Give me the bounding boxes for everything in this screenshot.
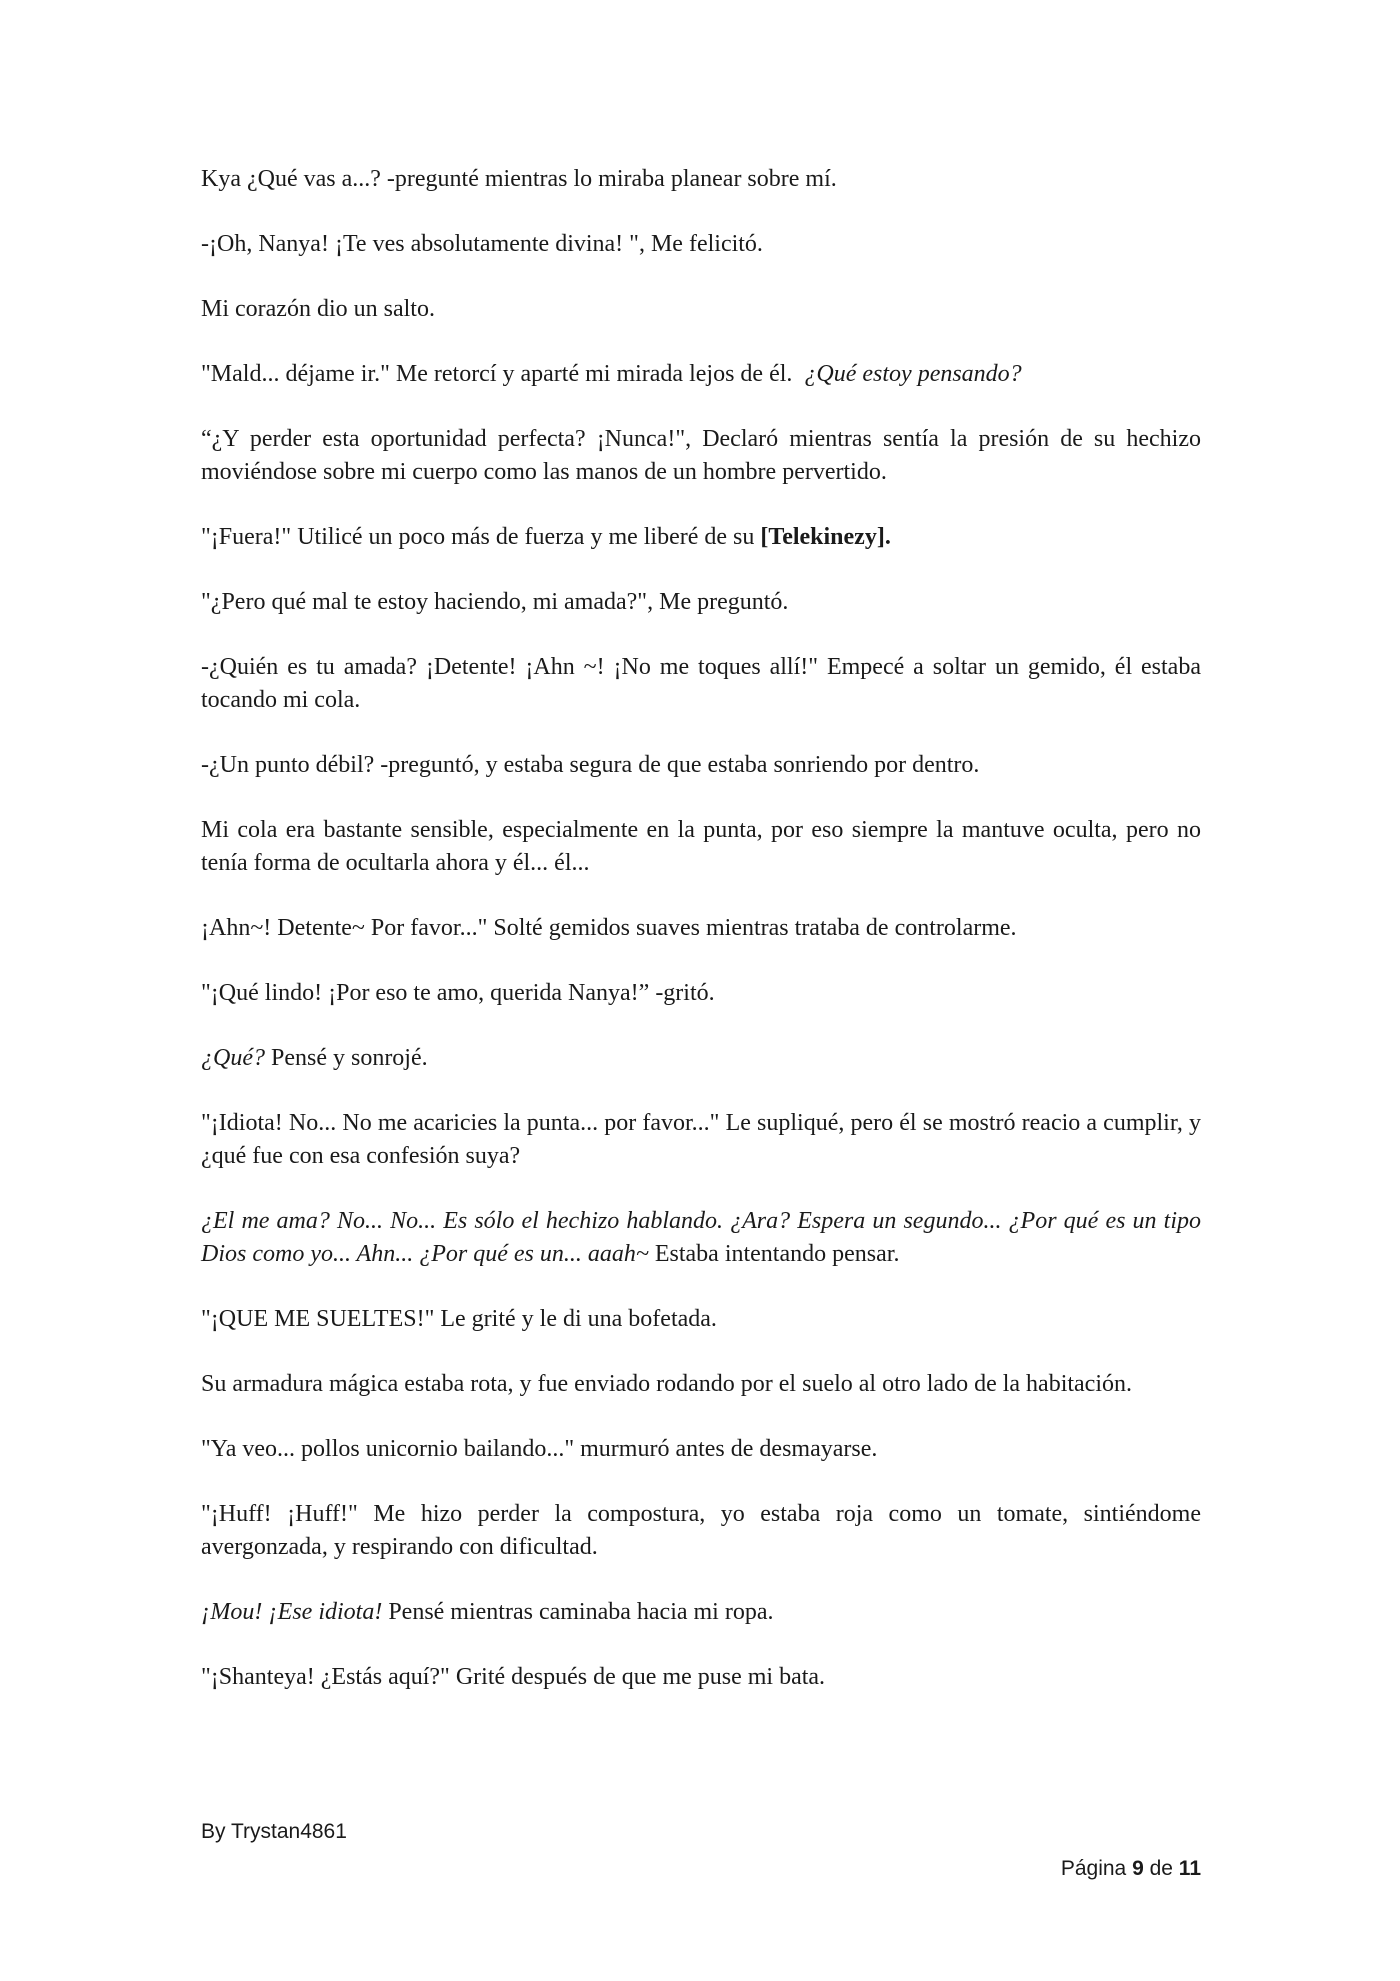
paragraph-text: Kya ¿Qué vas a...? -pregunté mientras lo miraba planear sobre mí.: [201, 166, 837, 192]
paragraph-text: "¡QUE ME SUELTES!" Le grité y le di una bofetada.: [201, 1306, 717, 1332]
paragraph-text: "¡Huff! ¡Huff!" Me hizo perder la compostura, yo estaba roja como un tomate, sintiéndome avergonzada, y respirando con dificultad.: [201, 1501, 1201, 1560]
paragraph-text: “¿Y perder esta oportunidad perfecta? ¡Nunca!", Declaró mientras sentía la presión de su hechizo moviéndose sobre mi cuerpo como las manos de un hombre pervertido.: [201, 426, 1201, 485]
page-body: [201, 163, 1201, 1726]
paragraph: [201, 228, 1201, 261]
paragraph: [201, 1303, 1201, 1336]
paragraph-text: Pensé mientras caminaba hacia mi ropa.: [382, 1599, 774, 1625]
footer-author: By Trystan4861: [201, 1820, 347, 1843]
paragraph: [201, 423, 1201, 489]
paragraph: [201, 1368, 1201, 1401]
page-of-label: de: [1149, 1857, 1173, 1880]
paragraph-italic-thought: ¿Qué estoy pensando?: [804, 361, 1022, 387]
page-label: Página: [1060, 1857, 1127, 1880]
paragraph: [201, 1205, 1201, 1271]
page-total: 11: [1178, 1857, 1201, 1880]
paragraph-text: "Mald... déjame ir." Me retorcí y aparté mi mirada lejos de él.: [201, 361, 805, 387]
page-current: 9: [1132, 1857, 1144, 1880]
paragraph-text: -¡Oh, Nanya! ¡Te ves absolutamente divina! ", Me felicitó.: [201, 231, 763, 257]
paragraph: [201, 586, 1201, 619]
paragraph-italic-thought: ¿El me ama? No... No... Es sólo el hechizo hablando. ¿Ara? Espera un segundo... ¿Por qué es un tipo Dios como yo... Ahn... ¿Por qué es un... aaah~: [201, 1208, 1201, 1267]
paragraph: [201, 1433, 1201, 1466]
paragraph-italic-thought: ¿Qué?: [201, 1045, 265, 1071]
paragraph: [201, 814, 1201, 880]
paragraph: [201, 293, 1201, 326]
paragraph: [201, 749, 1201, 782]
paragraph: [201, 1661, 1201, 1694]
paragraph-text: Pensé y sonrojé.: [264, 1045, 428, 1071]
paragraph-text: "¡Qué lindo! ¡Por eso te amo, querida Nanya!” -gritó.: [201, 980, 715, 1006]
paragraph-text: -¿Un punto débil? -preguntó, y estaba segura de que estaba sonriendo por dentro.: [201, 752, 980, 778]
paragraph: [201, 1042, 1201, 1075]
paragraph-text: "¡Fuera!" Utilicé un poco más de fuerza y me liberé de su: [201, 524, 761, 550]
paragraph: [201, 358, 1201, 391]
paragraph: [201, 1107, 1201, 1173]
paragraph-text: "¿Pero qué mal te estoy haciendo, mi amada?", Me preguntó.: [201, 589, 789, 615]
paragraph-text: Su armadura mágica estaba rota, y fue enviado rodando por el suelo al otro lado de la habitación.: [201, 1371, 1132, 1397]
paragraph: [201, 163, 1201, 196]
paragraph-text: "¡Shanteya! ¿Estás aquí?" Grité después de que me puse mi bata.: [201, 1664, 826, 1690]
paragraph-text: -¿Quién es tu amada? ¡Detente! ¡Ahn ~! ¡No me toques allí!" Empecé a soltar un gemido, él estaba tocando mi cola.: [201, 654, 1201, 713]
paragraph-italic-thought: ¡Mou! ¡Ese idiota!: [201, 1599, 383, 1625]
paragraph: [201, 1596, 1201, 1629]
paragraph: [201, 977, 1201, 1010]
paragraph: [201, 1498, 1201, 1564]
page-number: [1061, 1857, 1201, 1881]
paragraph: [201, 912, 1201, 945]
paragraph-text: ¡Ahn~! Detente~ Por favor..." Solté gemidos suaves mientras trataba de controlarme.: [201, 915, 1017, 941]
paragraph-bold-term: [Telekinezy].: [760, 524, 891, 550]
paragraph-text: Mi corazón dio un salto.: [201, 296, 435, 322]
paragraph-text: "¡Idiota! No... No me acaricies la punta... por favor..." Le supliqué, pero él se mostró reacio a cumplir, y ¿qué fue con esa confesión suya?: [201, 1110, 1201, 1169]
paragraph: [201, 521, 1201, 554]
paragraph-text: Estaba intentando pensar.: [648, 1241, 900, 1267]
paragraph-text: Mi cola era bastante sensible, especialmente en la punta, por eso siempre la mantuve oculta, pero no tenía forma de ocultarla ahora y él... él...: [201, 817, 1201, 876]
paragraph-text: "Ya veo... pollos unicornio bailando..." murmuró antes de desmayarse.: [201, 1436, 878, 1462]
paragraph: [201, 651, 1201, 717]
